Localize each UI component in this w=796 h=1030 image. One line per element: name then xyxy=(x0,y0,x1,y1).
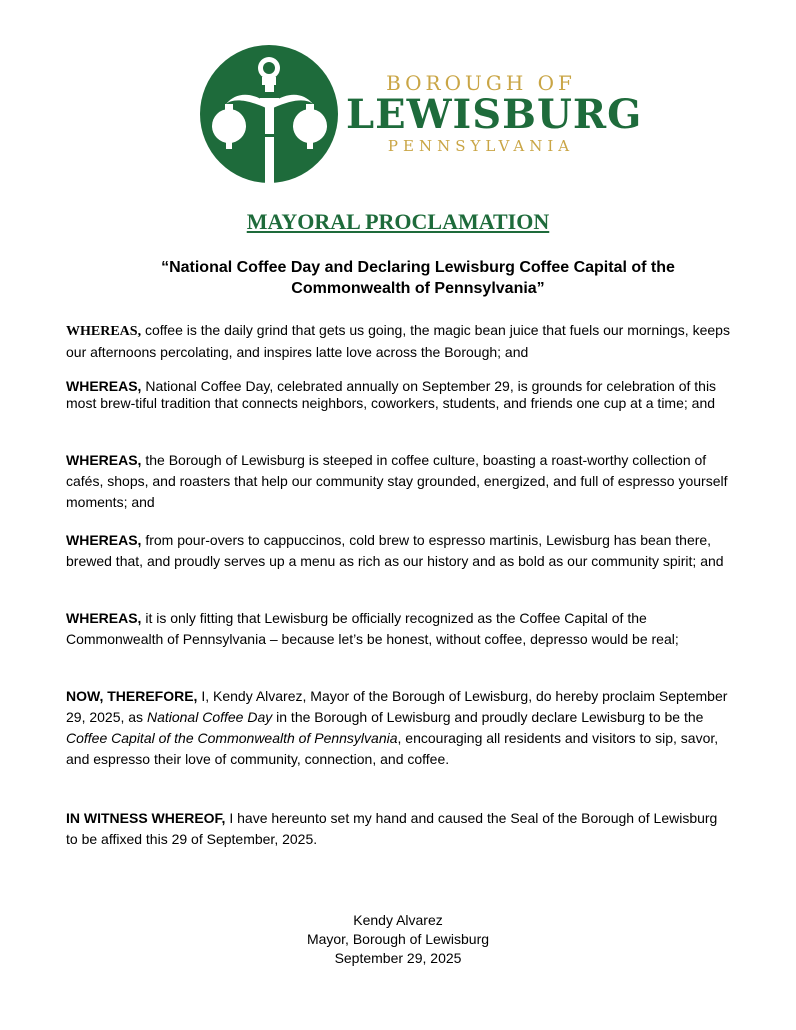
lamp-post-icon xyxy=(196,44,346,199)
paragraph-text: I have hereunto set my hand and caused the Seal of the Borough of Lewisburg to be affixed this 29 of September, 2025. xyxy=(66,810,718,847)
whereas-paragraph-1 xyxy=(66,320,732,362)
paragraph-text: , encouraging all residents and visitors to sip, savor, and espresso their love of community, connection, and coffee. xyxy=(66,730,719,767)
paragraph-lead: IN WITNESS WHEREOF, xyxy=(66,810,226,826)
borough-logo xyxy=(196,44,643,199)
italic-phrase: Coffee Capital of the Commonwealth of Pennsylvania xyxy=(66,730,398,746)
paragraph-lead: WHEREAS, xyxy=(66,532,142,548)
therefore-paragraph xyxy=(66,686,732,770)
logo-borough-of: BOROUGH OF xyxy=(386,71,576,95)
paragraph-lead: WHEREAS, xyxy=(66,378,142,394)
subtitle-line-1: “National Coffee Day and Declaring Lewisburg Coffee Capital of the xyxy=(161,259,675,276)
paragraph-text: coffee is the daily grind that gets us going, the magic bean juice that fuels our mornings, keeps our afternoons percolating, and inspires latte love across the Borough; and xyxy=(66,322,730,360)
logo-pennsylvania: PENNSYLVANIA xyxy=(387,137,575,155)
paragraph-text: in the Borough of Lewisburg and proudly declare Lewisburg to be the xyxy=(272,709,704,725)
signature-date: September 29, 2025 xyxy=(334,950,462,966)
paragraph-text: the Borough of Lewisburg is steeped in coffee culture, boasting a roast-worthy collection of cafés, shops, and roasters that help our community stay grounded, energized, and full of espresso yourself moments; and xyxy=(66,452,728,510)
paragraph-lead: NOW, THEREFORE, xyxy=(66,688,198,704)
whereas-paragraph-5 xyxy=(66,608,732,650)
whereas-paragraph-4 xyxy=(66,530,732,572)
signature-block xyxy=(0,911,796,968)
paragraph-lead: WHEREAS, xyxy=(66,452,142,468)
paragraph-text: I, Kendy Alvarez, Mayor of the Borough of Lewisburg, do hereby proclaim September 29, 2025, as xyxy=(66,688,728,725)
signer-name: Kendy Alvarez xyxy=(353,912,443,928)
logo-lewisburg: LEWISBURG xyxy=(346,91,643,138)
proclamation-subtitle xyxy=(100,257,736,299)
paragraph-text: National Coffee Day, celebrated annually on September 29, is grounds for celebration of this most brew-tiful tradition that connects neighbors, coworkers, students, and friends one cup at a time; and xyxy=(66,378,717,411)
paragraph-text: from pour-overs to cappuccinos, cold brew to espresso martinis, Lewisburg has bean there, brewed that, and proudly serves up a menu as rich as our history and as bold as our community spirit; and xyxy=(66,532,724,569)
paragraph-text: it is only fitting that Lewisburg be officially recognized as the Coffee Capital of the Commonwealth of Pennsylvania – because let’s be honest, without coffee, depresso would be real; xyxy=(66,610,679,647)
page-title: MAYORAL PROCLAMATION xyxy=(246,209,550,234)
paragraph-lead: WHEREAS, xyxy=(66,610,142,626)
paragraph-lead: WHEREAS, xyxy=(66,324,142,339)
signer-title: Mayor, Borough of Lewisburg xyxy=(306,931,490,947)
italic-phrase: National Coffee Day xyxy=(146,709,273,725)
logo-wordmark xyxy=(346,71,643,156)
whereas-paragraph-2 xyxy=(66,378,732,412)
whereas-paragraph-3 xyxy=(66,450,732,513)
subtitle-line-2: Commonwealth of Pennsylvania” xyxy=(291,280,545,297)
witness-paragraph xyxy=(66,808,732,850)
